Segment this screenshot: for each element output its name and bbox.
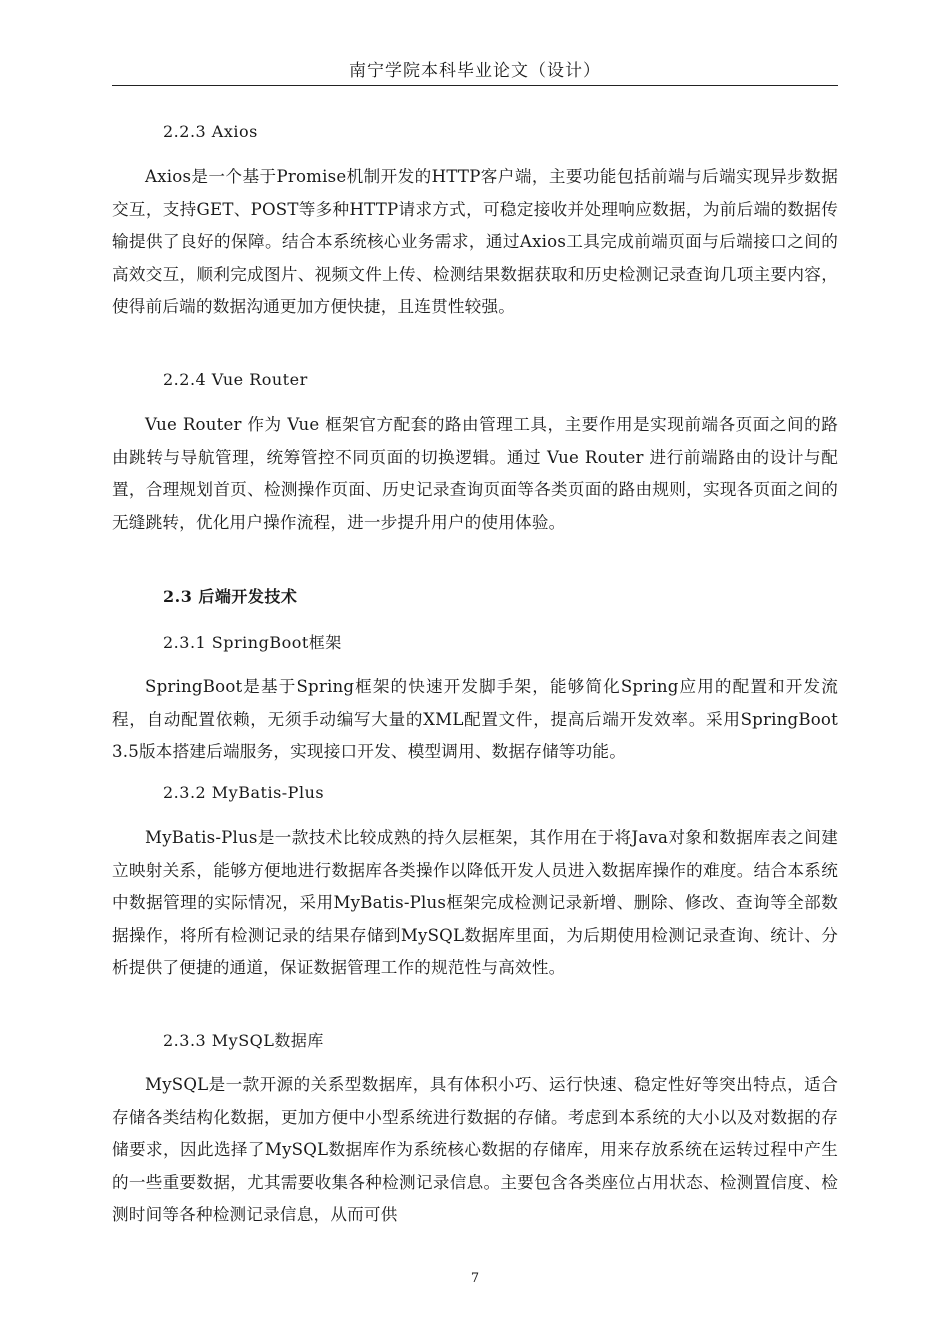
page-number: 7 [470,1271,480,1286]
section-heading-2-3-3: 2.3.3 MySQL数据库 [163,1031,324,1050]
header-divider [112,85,838,86]
section-heading-2-3-2: 2.3.2 MyBatis-Plus [163,783,325,802]
paragraph-axios: Axios是一个基于Promise机制开发的HTTP客户端，主要功能包括前端与后端实现异步数据交互，支持GET、POST等多种HTTP请求方式，可稳定接收并处理响应数据，为前后端的数据传输提供了良好的保障。结合本系统核心业务需求，通过Axios工具完成前端页面与后端接口之间的高效交互，顺利完成图片、视频文件上传、检测结果数据获取和历史检测记录查询几项主要内容，使得前后端的数据沟通更加方便快捷，且连贯性较强。 [112,167,838,316]
paragraph-springboot: SpringBoot是基于Spring框架的快速开发脚手架，能够简化Spring应用的配置和开发流程，自动配置依赖，无须手动编写大量的XML配置文件，提高后端开发效率。采用SpringBoot 3.5版本搭建后端服务，实现接口开发、模型调用、数据存储等功能。 [112,677,838,761]
section-heading-2-3: 2.3 后端开发技术 [163,587,298,606]
paragraph-vue-router: Vue Router 作为 Vue 框架官方配套的路由管理工具，主要作用是实现前端各页面之间的路由跳转与导航管理，统筹管控不同页面的切换逻辑。通过 Vue Router 进行前端路由的设计与配置，合理规划首页、检测操作页面、历史记录查询页面等各类页面的路由规则，实现各页面之间的无缝跳转，优化用户操作流程，进一步提升用户的使用体验。 [112,415,838,532]
running-header-title: 南宁学院本科毕业论文（设计） [349,61,601,81]
section-heading-2-3-1: 2.3.1 SpringBoot框架 [163,633,342,652]
paragraph-mysql: MySQL是一款开源的关系型数据库，具有体积小巧、运行快速、稳定性好等突出特点，适合存储各类结构化数据，更加方便中小型系统进行数据的存储。考虑到本系统的大小以及对数据的存储要求，因此选择了MySQL数据库作为系统核心数据的存储库，用来存放系统在运转过程中产生的一些重要数据，尤其需要收集各种检测记录信息。主要包含各类座位占用状态、检测置信度、检测时间等各种检测记录信息，从而可供 [112,1075,838,1224]
section-heading-2-2-3: 2.2.3 Axios [163,122,258,141]
paragraph-mybatis-plus: MyBatis-Plus是一款技术比较成熟的持久层框架，其作用在于将Java对象和数据库表之间建立映射关系，能够方便地进行数据库各类操作以降低开发人员进入数据库操作的难度。结合本系统中数据管理的实际情况，采用MyBatis-Plus框架完成检测记录新增、删除、修改、查询等全部数据操作，将所有检测记录的结果存储到MySQL数据库里面，为后期使用检测记录查询、统计、分析提供了便捷的通道，保证数据管理工作的规范性与高效性。 [112,828,838,977]
section-heading-2-2-4: 2.2.4 Vue Router [163,370,308,389]
